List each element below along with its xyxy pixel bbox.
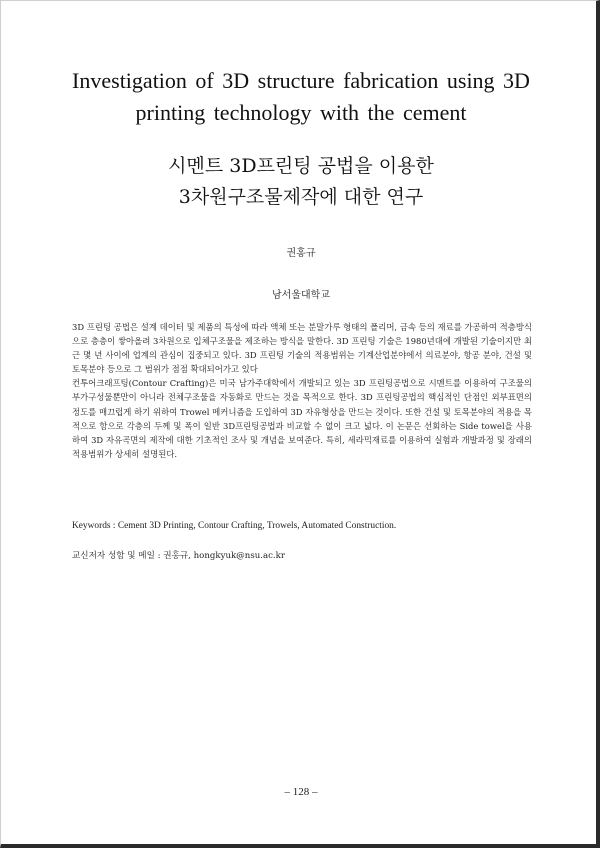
korean-title-line-1: 시멘트 3D프린팅 공법을 이용한 — [168, 155, 434, 177]
page-number: – 128 – — [284, 786, 318, 798]
abstract-paragraph-1: 3D 프린팅 공법은 설계 데이터 및 제품의 특성에 따라 액체 또는 분말가루 형태의 폴리머, 금속 등의 재료를 가공하여 적층방식으로 층층이 쌓아올려 3차원으로 입체구조물을 제조하는 방식을 말한다. 3D 프린팅 기술은 1980년대에 개발된 기술이지만 최근 몇 년 사이에 업계의 관심이 집중되고 있다. 3D 프린팅 기술의 적용범위는 기계산업분야에서 의료분야, 항공 분야, 건설 및 토목분야 등으로 그 범위가 점점 확대되어가고 있다 — [72, 322, 532, 375]
corresponding-author-contact: 교신저자 성함 및 메일 : 권홍규, hongkyuk@nsu.ac.kr — [72, 551, 285, 561]
korean-title-line-2: 3차원구조물제작에 대한 연구 — [178, 186, 424, 208]
english-title: Investigation of 3D structure fabrication using 3D printing technology with the cement — [72, 68, 530, 125]
author-affiliation: 남서울대학교 — [272, 290, 330, 301]
korean-title — [41, 151, 561, 213]
keywords: Keywords : Cement 3D Printing, Contour Crafting, Trowels, Automated Construction. — [72, 521, 397, 531]
author-name: 권홍규 — [286, 248, 316, 259]
abstract-paragraph-2: 컨투어크래프팅(Contour Crafting)은 미국 남가주대학에서 개발되고 있는 3D 프린팅공법으로 시멘트를 이용하여 구조물의 부가구성물뿐만이 아니라 전체구조물을 자동화로 만드는 것을 목적으로 한다. 3D 프린팅공법의 핵심적인 단점인 외부표면의 정도를 매끄럽게 하기 위하여 Trowel 메커니즘을 도입하여 3D 자유형상을 만드는 것이다. 또한 건설 및 토목분야의 적용을 목적으로 함으로 각층의 두께 및 폭이 일반 3D프린팅공법과 비교할 수 없이 크고 넓다. 이 논문은 선회하는 Side towel을 사용하여 3D 자유곡면의 제작에 대한 기초적인 조사 및 개념을 보여준다. 특히, 세라믹재료를 이용하여 실험과 개발과정 및 장래의 적용범위가 상세히 설명된다. — [72, 378, 532, 459]
abstract — [72, 320, 532, 461]
